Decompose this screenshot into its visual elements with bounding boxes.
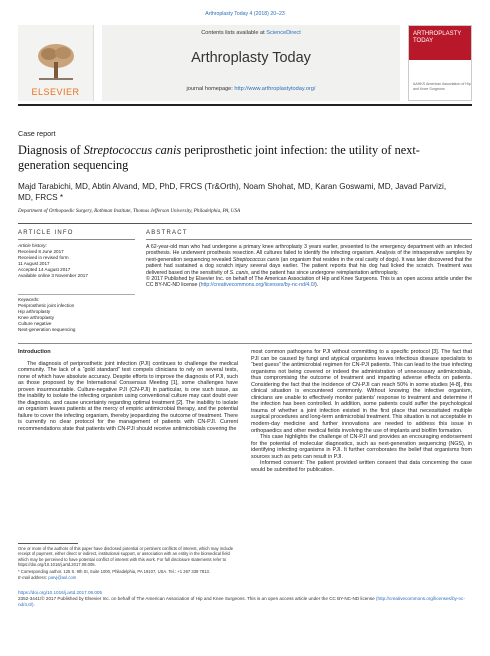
email-note — [18, 575, 238, 580]
copyright-text: © 2017 Published by Elsevier Inc. on behalf of The American Association of Hip and Knee Surgeons. This is an open access article under the CC BY-NC-ND license ( — [146, 276, 472, 289]
homepage-line — [102, 86, 400, 92]
homepage-link[interactable]: http://www.arthroplastytoday.org/ — [234, 86, 316, 92]
cover-title: ARTHROPLASTY TODAY — [413, 31, 462, 44]
keywords-label: Keywords: — [18, 297, 40, 302]
keyword-item: Hip arthroplasty — [18, 308, 51, 314]
elsevier-wordmark: ELSEVIER — [31, 87, 80, 97]
body-paragraph: Informed consent: The patient provided written consent that data concerning the case would be submitted for publication. — [251, 460, 472, 473]
title-prefix: Diagnosis of — [18, 143, 84, 157]
keyword-item: Knee arthroplasty — [18, 314, 55, 320]
abstract-species-abbrev: S. canis — [229, 269, 249, 276]
title-species: Streptococcus canis — [83, 143, 182, 157]
article-info-rule — [18, 239, 135, 240]
abstract-rule — [146, 239, 472, 240]
body-paragraph: most common pathogens for PJI without committing to a specific protocol [3]. The fact that PJI can be caused by fungi and atypical organisms leaves infectious disease specialists to “best guess” the antimicrobial regimen for CN-PJI patients. This can lead to the true infecting organisms not being covered or indeed the administration of unnecessary antimicrobials, thus compromising the outcome of treatment and imparting adverse effects on patients. Considering the fact that the incidence of CN-PJI can reach 50% in some studies [4-8], this clinical situation is encountered commonly. Without knowing the infective organism, clinicians are unable to effectively monitor patients' response to treatment and determine if the infection has been controlled. In addition, some patients could suffer the psychological trauma of whether a joint infection existed in the first place that necessitated multiple surgical procedures and long-term antimicrobial treatment. This situation is not acceptable in modern-day medicine and further innovations are needed to address this issue in orthopaedics and other medical fields involving the use of implants and biofilm formation. — [251, 349, 472, 434]
author-list: Majd Tarabichi, MD, Abtin Alvand, MD, PhD, FRCS (Tr&Orth), Noam Shohat, MD, Karan Goswami, MD, Javad Parvizi, MD, FRCS * — [18, 182, 447, 202]
body-paragraph: This case highlights the challenge of CN-PJI and provides an encouraging endorsement for the potential of molecular diagnostics, such as next-generation sequencing (NGS), in identifying infecting organisms in PJI. It further corroborates the belief that organisms from sources such as pets can result in PJI. — [251, 434, 472, 460]
abstract-heading: ABSTRACT — [146, 230, 188, 236]
journal-name: Arthroplasty Today — [191, 50, 311, 66]
header-divider — [18, 104, 472, 106]
footnote-rule — [18, 543, 78, 544]
abstract-part: A 62-year-old man who had undergone a primary knee arthroplasty 3 years earlier, presented to the emergency department with an infected prosthesis. He underwent prosthesis resection. All cultures failed to identify the infecting organism. Analysis of the intraoperative samples by next-generation sequencing revealed — [146, 244, 472, 263]
history-item: Received 8 June 2017 — [18, 249, 64, 254]
keyword-item: Periprosthetic joint infection — [18, 302, 75, 308]
article-history — [18, 243, 135, 279]
disclosure-note: One or more of the authors of this paper have disclosed potential or pertinent conflicts of interest, which may include receipt of payment, either direct or indirect, institutional support, or association with an entity in the biomedical field which may be perceived to have potential conflict of interest with this work. For full disclosure statements refer to https://doi.org/10.1016/j.artd.2017.08.005. — [18, 546, 234, 568]
body-left-column — [18, 349, 238, 433]
keywords-divider — [18, 294, 135, 295]
license-link[interactable]: http://creativecommons.org/licenses/by-nc-nd/4.0/ — [200, 282, 316, 289]
article-type: Case report — [18, 129, 56, 138]
cover-publisher: AAHKS American Association of Hip and Knee Surgeons — [413, 82, 471, 91]
history-item: Available online 3 November 2017 — [18, 273, 88, 278]
doi-link[interactable]: https://doi.org/10.1016/j.artd.2017.08.005 — [18, 590, 103, 595]
journal-header — [18, 25, 472, 101]
title-suffix: periprosthetic joint infection: the utility of next-generation sequencing — [18, 143, 420, 172]
keyword-item: Culture negative — [18, 320, 52, 326]
doi-license-link[interactable]: (http://creativecommons.org/licenses/by-nc-nd/4.0/). — [18, 596, 465, 607]
correspondence-note: * Corresponding author. 125 S. 9th St, Suite 1000, Philadelphia, PA 19107, USA. Tel.: +1 267 339 7813. — [18, 568, 211, 574]
issn-line — [18, 596, 472, 608]
copyright-end: ). — [315, 282, 319, 289]
journal-cover-thumbnail[interactable] — [408, 25, 472, 101]
body-right-column — [251, 349, 472, 473]
elsevier-tree-icon — [33, 42, 79, 82]
elsevier-logo[interactable] — [18, 25, 94, 101]
doi-block — [18, 590, 472, 608]
abstract-part: (an organism that resides in the oral cavity of dogs). It was later discovered that the patient had sustained a dog scratch injury several days earlier. The patient reports that his dog had licked the scratch. Treatment was delivered based on the sensitivity of — [146, 256, 472, 276]
contents-line — [102, 30, 400, 36]
affiliation: Department of Orthopaedic Surgery, Rothman Institute, Thomas Jefferson University, Philadelphia, PA, USA — [18, 208, 241, 214]
contents-prefix: Contents lists available at — [201, 30, 267, 36]
journal-banner — [102, 25, 400, 101]
abstract-part: , and the patient has since undergone reimplantation arthroplasty. — [248, 269, 399, 276]
history-label: Article history: — [18, 243, 47, 248]
issn-text: 2352-3441/© 2017 Published by Elsevier Inc. on behalf of The American Association of Hip and Knee Surgeons. This is an open access article under the CC BY-NC-ND license — [18, 596, 375, 601]
abstract-text — [146, 244, 472, 289]
footnotes — [18, 546, 238, 581]
history-item: 11 August 2017 — [18, 261, 50, 266]
keywords — [18, 297, 135, 332]
abstract-copyright — [146, 276, 472, 289]
body-divider — [18, 343, 472, 344]
history-item: Received in revised form — [18, 255, 69, 260]
homepage-prefix: journal homepage: — [186, 86, 235, 92]
keyword-item: Next-generation sequencing — [18, 326, 76, 332]
article-info-heading: ARTICLE INFO — [18, 230, 74, 236]
abstract-species: Streptococcus canis — [232, 256, 280, 263]
article-title — [18, 143, 458, 173]
front-matter-divider — [18, 223, 472, 224]
email-link[interactable]: parvj@aol.com — [48, 575, 77, 581]
history-item: Accepted 14 August 2017 — [18, 267, 71, 272]
introduction-heading: Introduction — [18, 349, 51, 355]
body-paragraph: The diagnosis of periprosthetic joint infection (PJI) continues to challenge the medical community. The lack of a “gold standard” test compels clinicians to rely on several tests, none of which have absolute accuracy. Despite efforts to improve the diagnosis of PJI, such as those proposed by the International Consensus Meeting [1], some challenges have proven insurmountable. Culture-negative PJI (CN-PJI) in particular, is one such issue, as the inability to isolate the infecting organism using conventional culture may cast doubt over the diagnosis, and cause uncertainty regarding optimal treatment [2]. The inability to isolate an organism leaves patients at the mercy of empiric antimicrobial therapy, and the potential failure to cover the infecting organism, thereby jeopardizing the outcome of treatment. There is currently no clear protocol for the management of patients with CN-PJI. Current recommendations state that patients with CN-PJI should receive antimicrobials covering the — [18, 360, 238, 433]
email-label: E-mail address: — [18, 575, 49, 581]
sciencedirect-link[interactable]: ScienceDirect — [266, 30, 301, 36]
journal-citation[interactable]: Arthroplasty Today 4 (2018) 20–23 — [205, 11, 285, 17]
